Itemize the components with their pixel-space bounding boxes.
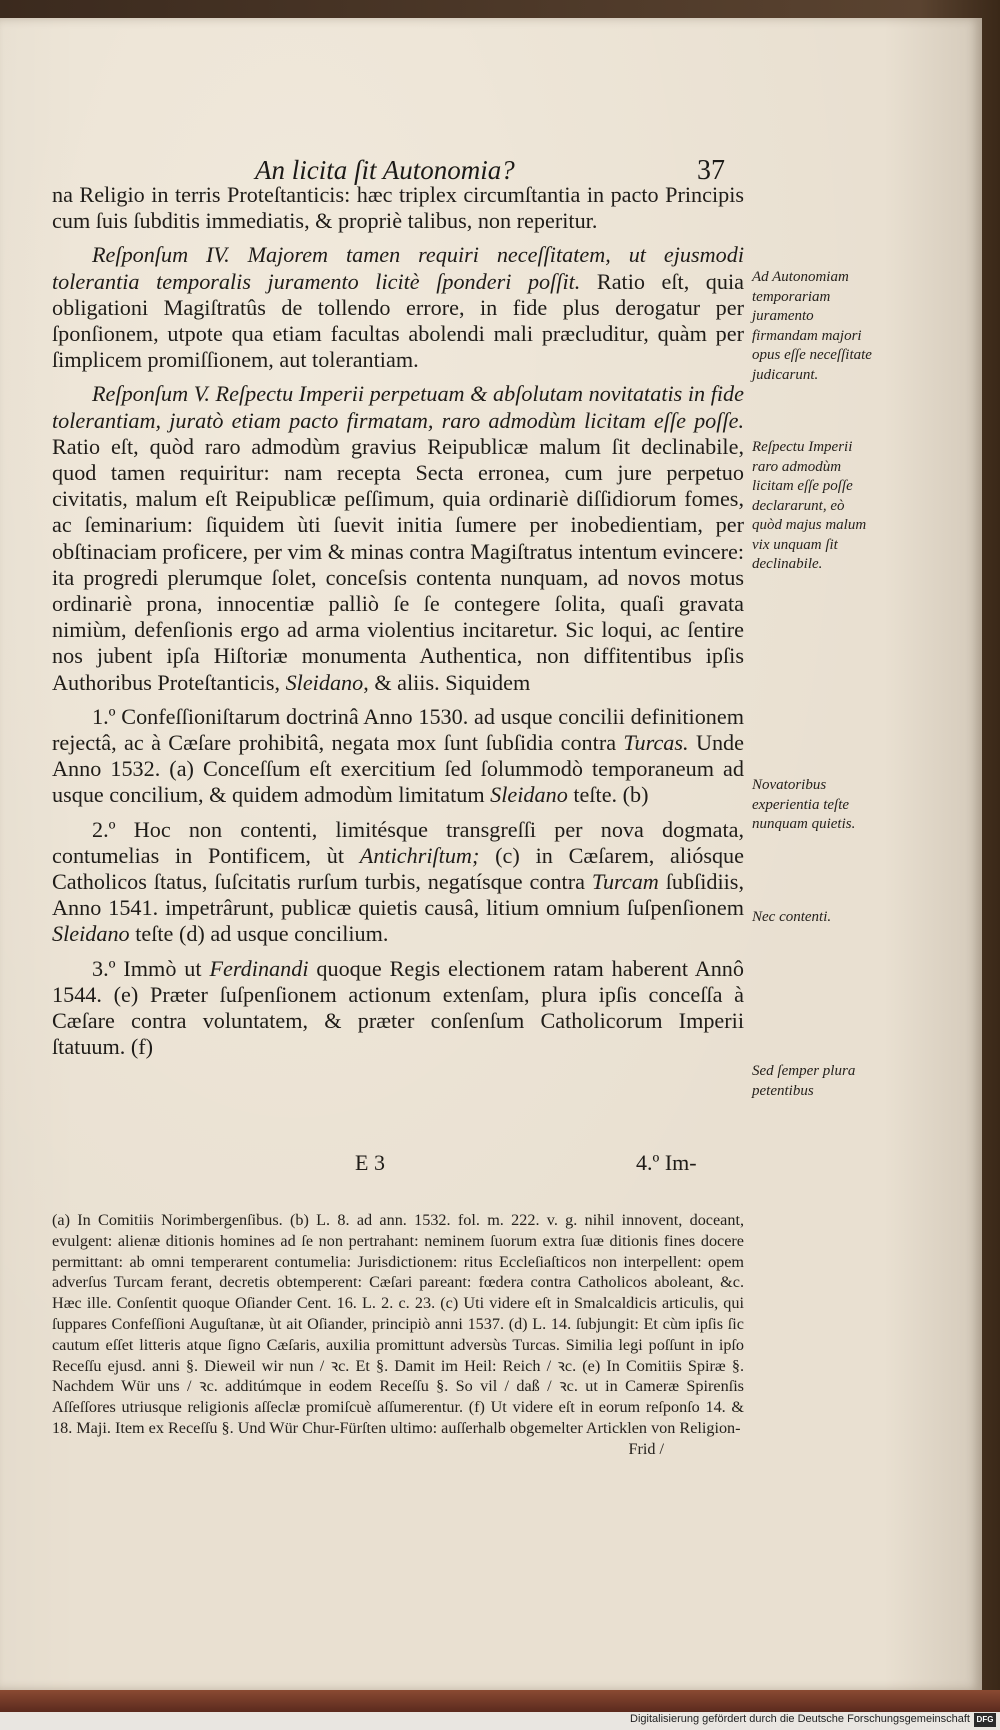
responsum-iv-heading: Reſponſum IV. Majorem tamen requiri neceſſitatem, ut ejusmodi tolerantia temporalis juramento licitè ſponderi poſſit. [52, 242, 744, 294]
paragraph-item-1 [52, 704, 744, 809]
item-1-text: 1.º Confeſſioniſtarum doctrinâ Anno 1530. ad usque concilii definitionem rejectâ, ac à Cæſare prohibitâ, negata mox ſunt ſubſidia contra [52, 703, 744, 756]
paragraph-responsum-v [52, 381, 744, 695]
item-2-text-2: (c) in Cæſarem, aliósque Catholicos ſtatus, ſuſcitatis rurſum turbis, negatísque contra [52, 842, 744, 895]
item-2-end: teſte (d) ad usque concilium. [129, 921, 389, 947]
signature-mark: E 3 [355, 1150, 385, 1175]
responsum-v-text: Ratio eſt, quòd raro admodùm gravius Reipublicæ malum ſit declinabile, quod tamen requiritur: nam recepta Secta erronea, cum jure perpetuo civitatis, malum eſt Reipublicæ peſſimum, quia ordinariè diſſidiorum fomes, ac ſeminarium: ſiquidem ùti ſuevit initia ſumere per inobedientiam, per obſtinaciam proficere, per vim & minas contra Magiſtratus intentum evincere: ita progredi plerumque ſolet, conceſsis contenta nunquam, ad novos motus ordinariè prona, innocentiæ palliò ſe ſe contegere ſolita, quaſi gravata nimiùm, defenſionis ergo ad arma violentius incitaretur. Sic loqui, ac ſentire nos jubent ipſa Hiſtoriæ monumenta Authentica, non diffitentibus ipſis Authoribus Proteſtanticis, [52, 433, 744, 695]
marginal-note-4: Nec contenti. [752, 909, 832, 925]
marginal-note-2: Reſpectu Imperii raro admodùm licitam eſſe poſſe declararunt, eò quòd majus malum vix unquam ſit declinabile. [752, 439, 867, 572]
item-3-ferdinandi: Ferdinandi [209, 955, 309, 981]
book-cover-edge [0, 1690, 1000, 1712]
running-head-title: An licita ſit Autonomia? [255, 155, 515, 185]
main-text [52, 182, 744, 1069]
responsum-iv-text: Ratio eſt, quia obligationi Magiſtratûs de tollendo errore, in fide plus derogatur per ſponſionem, utpote qua etiam facultas abolendi mali præcluditur, quàm per ſimplicem promiſſionem, aut tolerantiam. [52, 268, 744, 373]
footnotes-text: (a) In Comitiis Norimbergenſibus. (b) L. 8. ad ann. 1532. fol. m. 222. v. g. nihil innovent, doceant, evulgent: alienæ ditionis homines ad ſe non pertrahant: neminem ſuorum extra ſuæ ditionis fines docere permittant: ab omni temperarent contumelia: Jurisdictionem: ritus Eccleſiaſticos non interpellent: opem adverſus Turcam ferant, decretis obtemperent: Cæſari pareant: fœdera contra Catholicos aboleant, &c. Hæc ille. Conſentit quoque Oſiander Cent. 16. L. 2. c. 23. (c) Uti videre eſt in Smalcaldicis articulis, qui ſuppares Confeſſioni Auguſtanæ, ùt ait Oſiander, principiò anni 1537. (d) L. 14. ſubjungit: Et cùm ipſis ſic cautum eſſet litteris atque ſigno Cæſaris, auxilia promittunt adversùs Turcas. Similia legi poſſunt in ipſo Receſſu ejusd. anni §. Dieweil wir nun / ꝛc. Et §. Damit im Heil: Reich / ꝛc. (e) In Comitiis Spiræ §. Nachdem Wür uns / ꝛc. additúmque in eodem Receſſu §. So vil / daß / ꝛc. ut in Cameræ Spirenſis Aſſeſſores utriusque religionis aſſeclæ promiſcuè aſſumerentur. (f) Ut videre eſt in eorum reſponſo 14. & 18. Maji. Item ex Receſſu §. Und Wür Chur-Fürſten ultimo: auſſerhalb obgemelter Articklen von Religion- [52, 1211, 744, 1437]
item-3-text-2: quoque Regis electionem ratam haberent Annô 1544. (e) Præter ſuſpenſionem actionum extenſam, plura ipſis conceſſa à Cæſare contra voluntatem, & præter conſenſum Catholicorum Imperii ſtatuum. (f) [52, 955, 744, 1060]
responsum-v-end: , & aliis. Siquidem [363, 669, 531, 695]
paragraph-item-3 [52, 956, 744, 1061]
responsum-v-heading: Reſponſum V. Reſpectu Imperii perpetuam & abſolutam novitatatis in fide tolerantiam, juratò etiam pacto firmatam, raro admodùm licitam eſſe poſſe. [52, 381, 744, 433]
dfg-logo: DFG [974, 1713, 996, 1727]
catchword: 4.º Im- [636, 1150, 697, 1175]
item-2-text: 2.º Hoc non contenti, limitésque transgreſſi per nova dogmata, contumelias in Pontificem, ùt [52, 816, 744, 868]
paragraph-responsum-iv [52, 242, 744, 373]
marginal-note-3: Novatoribus experientia teſte nunquam quietis. [752, 777, 856, 832]
item-1-turcas: Turcas. [623, 730, 689, 756]
item-2-author: Sleidano [52, 921, 130, 947]
item-2-antichristum: Antichriſtum; [359, 842, 480, 868]
footer-credit: Digitalisierung gefördert durch die Deutsche Forschungsgemeinschaft [630, 1713, 970, 1725]
footnotes [52, 1210, 744, 1460]
item-1-text-2: Unde Anno 1532. (a) Conceſſum eſt exercitium ſed ſolummodò temporaneum ad usque concilium, & quidem admodùm limitatum [52, 730, 745, 808]
marginal-note-5: Sed ſemper plura petentibus [752, 1063, 856, 1099]
marginal-note-1: Ad Autonomiam temporariam juramento firmandam majori opus eſſe neceſſitate judicarunt. [752, 269, 872, 383]
item-3-text: 3.º Immò ut [92, 955, 210, 981]
item-1-author: Sleidano [490, 782, 568, 808]
footnotes-last-word: Frid / [628, 1439, 664, 1458]
author-name: Sleidano [285, 669, 364, 695]
item-2-turcam: Turcam [591, 869, 659, 895]
paragraph-1: na Religio in terris Proteſtanticis: hæc triplex circumſtantia in pacto Principis cum ſuis ſubditis immediatis, & propriè talibus, non reperitur. [52, 182, 744, 234]
paragraph-item-2 [52, 817, 744, 948]
item-2-text-3: ſubſidiis, Anno 1541. impetrârunt, publicæ quietis causâ, litium omnium ſuſpenſionem [52, 869, 744, 921]
page-number: 37 [697, 155, 725, 186]
item-1-end: teſte. (b) [567, 782, 649, 808]
